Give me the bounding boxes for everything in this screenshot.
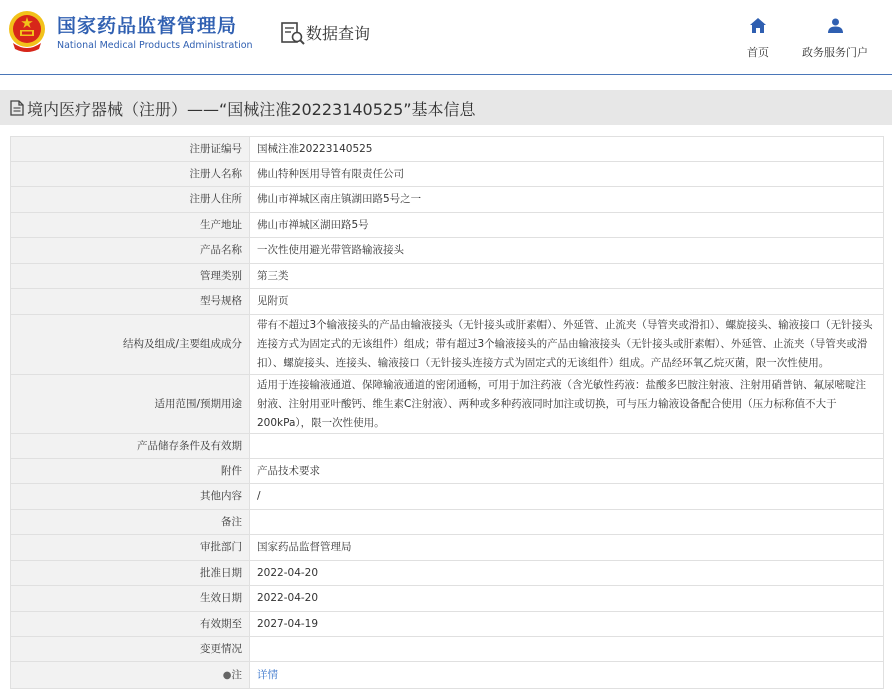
- row-label: 其他内容: [11, 484, 250, 510]
- document-icon: [10, 100, 24, 116]
- row-label: 产品名称: [11, 238, 250, 264]
- detail-table: [10, 136, 884, 689]
- row-label: 注册证编号: [11, 137, 250, 162]
- row-value: 佛山市禅城区湖田路5号: [250, 213, 884, 238]
- table-row: [11, 213, 884, 238]
- table-row: [11, 162, 884, 187]
- row-value: 第三类: [250, 264, 884, 289]
- row-value: 2022-04-20: [250, 561, 884, 586]
- row-value: 佛山市禅城区南庄镇湖田路5号之一: [250, 187, 884, 213]
- row-label: 注册人住所: [11, 187, 250, 213]
- row-value: 佛山特种医用导管有限责任公司: [250, 162, 884, 187]
- row-value: /: [250, 484, 884, 510]
- query-title: 数据查询: [306, 24, 371, 43]
- row-value: [250, 434, 884, 459]
- page-title-bar: [0, 90, 892, 125]
- row-label: 审批部门: [11, 535, 250, 561]
- row-label: 生产地址: [11, 213, 250, 238]
- table-row: [11, 484, 884, 510]
- table-row: [11, 315, 884, 375]
- table-row: [11, 289, 884, 315]
- row-label: 变更情况: [11, 637, 250, 662]
- row-value: [250, 637, 884, 662]
- note-label: 注: [231, 668, 242, 681]
- row-value: 国家药品监督管理局: [250, 535, 884, 561]
- nav-service-portal-label: 政务服务门户: [802, 46, 868, 59]
- row-label: 产品储存条件及有效期: [11, 434, 250, 459]
- table-row: [11, 264, 884, 289]
- row-label: 管理类别: [11, 264, 250, 289]
- row-value: 2027-04-19: [250, 612, 884, 637]
- table-row: [11, 510, 884, 535]
- document-search-icon: [280, 21, 306, 47]
- table-row: [11, 637, 884, 662]
- table-row: [11, 535, 884, 561]
- org-name-cn: 国家药品监督管理局: [57, 15, 238, 37]
- row-label: 批准日期: [11, 561, 250, 586]
- nav-home[interactable]: [718, 18, 798, 60]
- org-name-en: National Medical Products Administration: [57, 40, 253, 51]
- row-value: 适用于连接输液通道、保障输液通道的密闭通畅，可用于加注药液（含光敏性药液：盐酸多巴胺注射液、注射用硝普钠、氟尿嘧啶注射液、注射用亚叶酸钙、维生素C注射液）、两种或多种药液同时加注或切换，可与压力输液设备配合使用（压力标称值不大于200kPa），限一次性使用。: [250, 375, 884, 434]
- row-label: 有效期至: [11, 612, 250, 637]
- table-row: [11, 434, 884, 459]
- note-label-cell: [11, 662, 250, 689]
- row-value: 见附页: [250, 289, 884, 315]
- user-icon: [828, 18, 843, 33]
- table-row: [11, 612, 884, 637]
- page-title: 境内医疗器械（注册）——“国械注准20223140525”基本信息: [27, 100, 476, 119]
- row-value: 一次性使用避光带管路输液接头: [250, 238, 884, 264]
- row-label: 型号规格: [11, 289, 250, 315]
- site-header: [0, 0, 892, 75]
- table-row: [11, 459, 884, 484]
- table-row: [11, 375, 884, 434]
- row-value: [250, 510, 884, 535]
- table-row: [11, 137, 884, 162]
- table-row: [11, 238, 884, 264]
- table-row: [11, 662, 884, 689]
- row-label: 适用范围/预期用途: [11, 375, 250, 434]
- row-label: 结构及组成/主要组成成分: [11, 315, 250, 375]
- row-label: 附件: [11, 459, 250, 484]
- pin-icon: ●: [222, 669, 232, 681]
- row-label: 备注: [11, 510, 250, 535]
- row-value: 产品技术要求: [250, 459, 884, 484]
- row-value: 带有不超过3个输液接头的产品由输液接头（无针接头或肝素帽）、外延管、止流夹（导管夹或滑扣）、螺旋接头、输液接口（无针接头连接方式为固定式的无该组件）组成；带有超过3个输液接头的产品由输液接头（无针接头或肝素帽）、外延管、止流夹（导管夹或滑扣）、螺旋接头、连接头、输液接口（无针接头连接方式为固定式的无该组件）组成。产品经环氧乙烷灭菌，限一次性使用。: [250, 315, 884, 375]
- table-row: [11, 586, 884, 612]
- details-link[interactable]: 详情: [250, 662, 884, 689]
- row-value: 国械注准20223140525: [250, 137, 884, 162]
- home-icon: [750, 18, 766, 33]
- table-row: [11, 187, 884, 213]
- row-value: 2022-04-20: [250, 586, 884, 612]
- nav-service-portal[interactable]: [795, 18, 875, 60]
- nav-home-label: 首页: [747, 46, 769, 59]
- national-emblem-icon: [7, 9, 47, 53]
- row-label: 注册人名称: [11, 162, 250, 187]
- row-label: 生效日期: [11, 586, 250, 612]
- table-row: [11, 561, 884, 586]
